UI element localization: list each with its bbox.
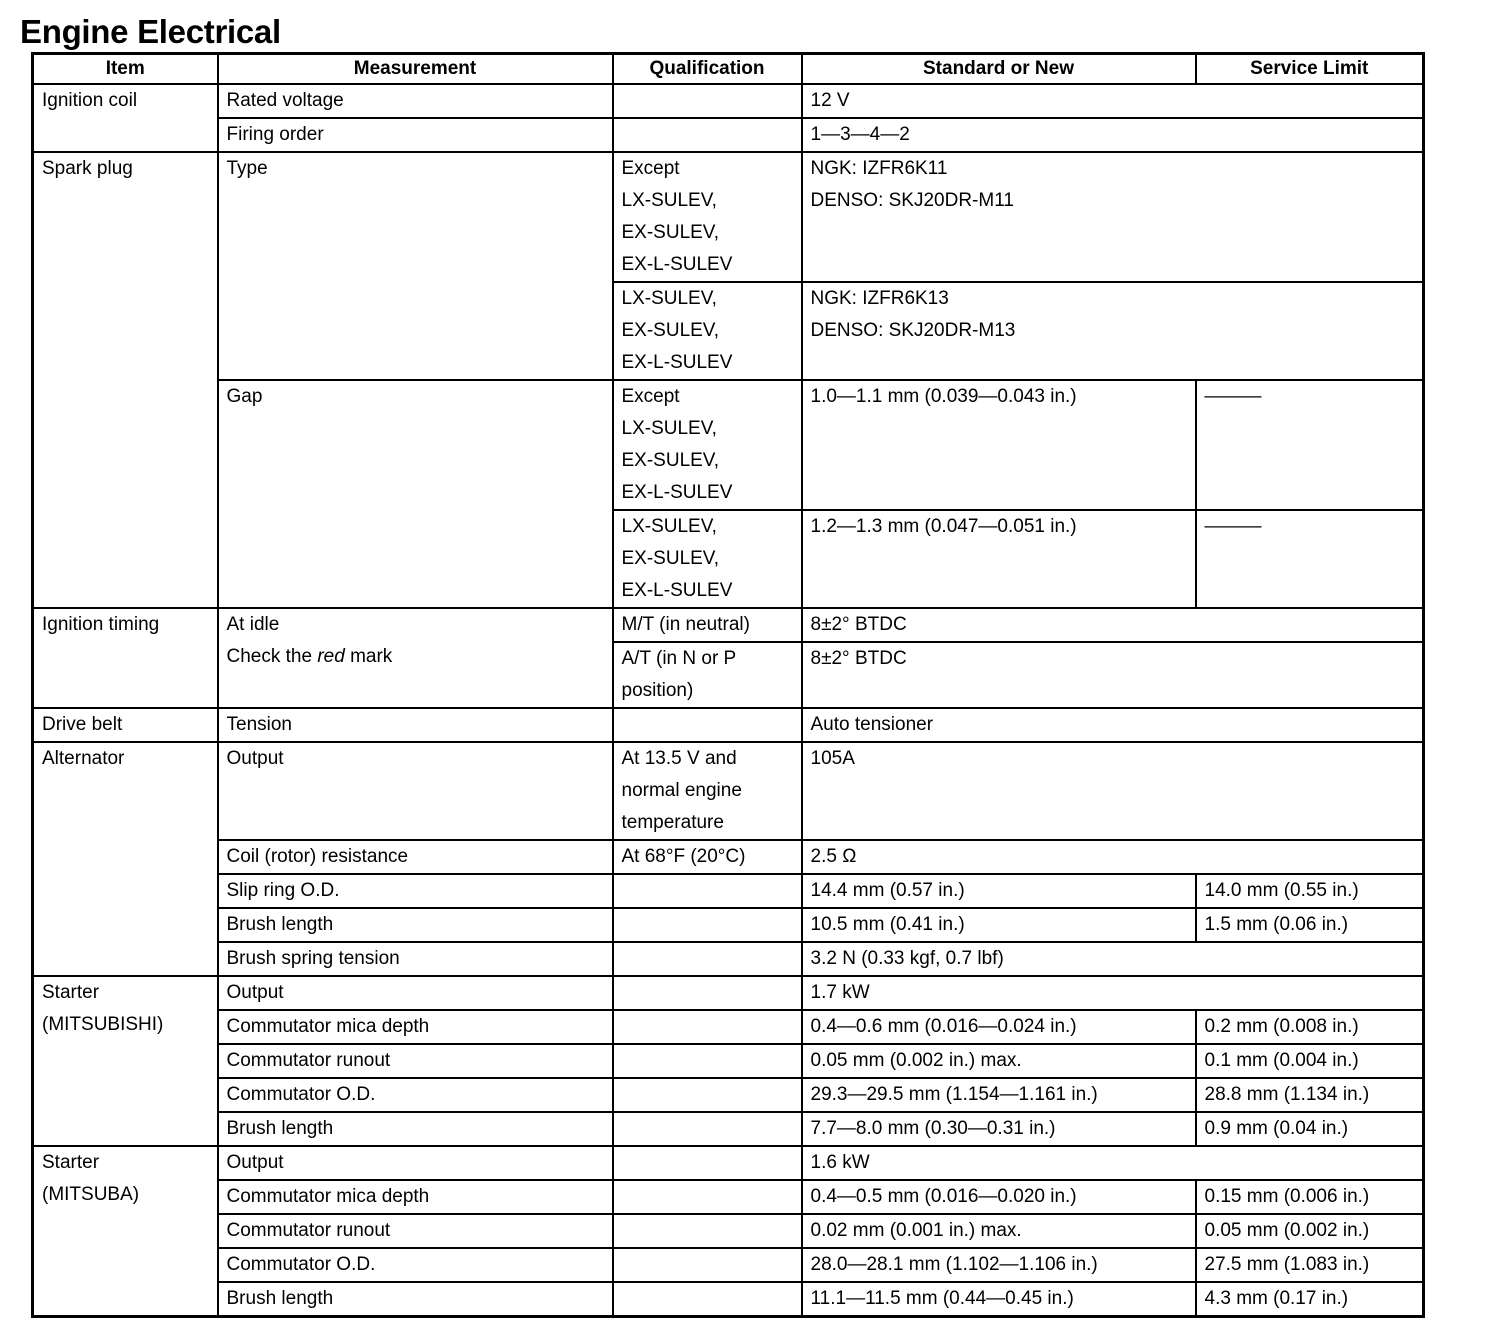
standard-cell: 0.05 mm (0.002 in.) max.	[802, 1044, 1196, 1078]
table-row	[33, 118, 1424, 152]
measurement-text: Check the	[226, 646, 318, 667]
measurement-cell: Brush length	[218, 1282, 613, 1317]
item-cell: Ignition timing	[33, 608, 218, 708]
standard-cell: 29.3—29.5 mm (1.154—1.161 in.)	[802, 1078, 1196, 1112]
table-row	[33, 908, 1424, 942]
table-row	[33, 742, 1424, 840]
measurement-cell: Output	[218, 1146, 613, 1180]
qualification-cell: At 13.5 V and normal engine temperature	[613, 742, 802, 840]
service-limit-cell: 0.2 mm (0.008 in.)	[1196, 1010, 1424, 1044]
qualification-cell: At 68°F (20°C)	[613, 840, 802, 874]
measurement-cell: Output	[218, 976, 613, 1010]
standard-cell: 105A	[802, 742, 1424, 840]
standard-cell: 12 V	[802, 84, 1424, 118]
service-limit-cell: 0.15 mm (0.006 in.)	[1196, 1180, 1424, 1214]
qualification-cell	[613, 708, 802, 742]
table-row	[33, 1146, 1424, 1180]
qualification-cell: LX-SULEV, EX-SULEV, EX-L-SULEV	[613, 510, 802, 608]
qualification-cell: A/T (in N or P position)	[613, 642, 802, 708]
measurement-cell: Brush length	[218, 908, 613, 942]
measurement-emphasis: red	[317, 646, 345, 667]
header-service-limit: Service Limit	[1196, 54, 1424, 85]
service-limit-cell: 0.9 mm (0.04 in.)	[1196, 1112, 1424, 1146]
standard-cell: 1.2—1.3 mm (0.047—0.051 in.)	[802, 510, 1196, 608]
service-limit-cell: 28.8 mm (1.134 in.)	[1196, 1078, 1424, 1112]
measurement-cell: Commutator mica depth	[218, 1010, 613, 1044]
table-row	[33, 840, 1424, 874]
header-measurement: Measurement	[218, 54, 613, 85]
table-row	[33, 84, 1424, 118]
standard-cell: 0.4—0.6 mm (0.016—0.024 in.)	[802, 1010, 1196, 1044]
measurement-cell: Commutator runout	[218, 1044, 613, 1078]
standard-cell: NGK: IZFR6K11 DENSO: SKJ20DR-M11	[802, 152, 1424, 282]
table-row	[33, 1044, 1424, 1078]
measurement-cell	[218, 608, 613, 708]
standard-cell: 8±2° BTDC	[802, 642, 1424, 708]
qualification-cell: LX-SULEV, EX-SULEV, EX-L-SULEV	[613, 282, 802, 380]
qualification-cell: Except LX-SULEV, EX-SULEV, EX-L-SULEV	[613, 380, 802, 510]
header-qualification: Qualification	[613, 54, 802, 85]
service-limit-cell: ———	[1196, 510, 1424, 608]
qualification-cell: M/T (in neutral)	[613, 608, 802, 642]
measurement-cell: Tension	[218, 708, 613, 742]
measurement-cell: Output	[218, 742, 613, 840]
standard-cell: NGK: IZFR6K13 DENSO: SKJ20DR-M13	[802, 282, 1424, 380]
measurement-cell: Commutator mica depth	[218, 1180, 613, 1214]
qualification-cell	[613, 1078, 802, 1112]
qualification-cell	[613, 942, 802, 976]
header-standard: Standard or New	[802, 54, 1196, 85]
measurement-cell: Brush spring tension	[218, 942, 613, 976]
table-row	[33, 942, 1424, 976]
table-row	[33, 1248, 1424, 1282]
standard-cell: 11.1—11.5 mm (0.44—0.45 in.)	[802, 1282, 1196, 1317]
standard-cell: 1.7 kW	[802, 976, 1424, 1010]
qualification-cell	[613, 1282, 802, 1317]
measurement-cell: Type	[218, 152, 613, 380]
table-row	[33, 1214, 1424, 1248]
page-title: Engine Electrical	[20, 13, 281, 50]
qualification-cell	[613, 908, 802, 942]
table-row	[33, 708, 1424, 742]
measurement-cell: Commutator runout	[218, 1214, 613, 1248]
table-row	[33, 874, 1424, 908]
standard-cell: 1.6 kW	[802, 1146, 1424, 1180]
standard-cell: 2.5 Ω	[802, 840, 1424, 874]
standard-cell: 1.0—1.1 mm (0.039—0.043 in.)	[802, 380, 1196, 510]
qualification-cell	[613, 1214, 802, 1248]
measurement-text: mark	[344, 646, 393, 667]
qualification-cell	[613, 874, 802, 908]
measurement-cell: Rated voltage	[218, 84, 613, 118]
qualification-cell	[613, 118, 802, 152]
header-item: Item	[33, 54, 218, 85]
standard-cell: Auto tensioner	[802, 708, 1424, 742]
service-limit-cell: 0.05 mm (0.002 in.)	[1196, 1214, 1424, 1248]
standard-cell: 1—3—4—2	[802, 118, 1424, 152]
item-cell: Alternator	[33, 742, 218, 976]
item-cell: Starter (MITSUBISHI)	[33, 976, 218, 1146]
measurement-cell: Firing order	[218, 118, 613, 152]
header-row	[33, 54, 1424, 85]
measurement-line: At idle	[226, 614, 280, 635]
table-row	[33, 152, 1424, 282]
standard-cell: 0.4—0.5 mm (0.016—0.020 in.)	[802, 1180, 1196, 1214]
table-row	[33, 1078, 1424, 1112]
standard-cell: 14.4 mm (0.57 in.)	[802, 874, 1196, 908]
qualification-cell	[613, 976, 802, 1010]
table-row	[33, 1112, 1424, 1146]
table-row	[33, 608, 1424, 642]
qualification-cell: Except LX-SULEV, EX-SULEV, EX-L-SULEV	[613, 152, 802, 282]
qualification-cell	[613, 1044, 802, 1078]
qualification-cell	[613, 1010, 802, 1044]
qualification-cell	[613, 1146, 802, 1180]
standard-cell: 7.7—8.0 mm (0.30—0.31 in.)	[802, 1112, 1196, 1146]
item-cell: Ignition coil	[33, 84, 218, 152]
item-cell: Spark plug	[33, 152, 218, 608]
qualification-cell	[613, 84, 802, 118]
qualification-cell	[613, 1248, 802, 1282]
item-cell: Drive belt	[33, 708, 218, 742]
measurement-cell: Commutator O.D.	[218, 1248, 613, 1282]
service-limit-cell: 4.3 mm (0.17 in.)	[1196, 1282, 1424, 1317]
service-limit-cell: 14.0 mm (0.55 in.)	[1196, 874, 1424, 908]
standard-cell: 3.2 N (0.33 kgf, 0.7 lbf)	[802, 942, 1424, 976]
measurement-cell: Coil (rotor) resistance	[218, 840, 613, 874]
measurement-line	[227, 641, 604, 673]
standard-cell: 28.0—28.1 mm (1.102—1.106 in.)	[802, 1248, 1196, 1282]
table-row	[33, 380, 1424, 510]
qualification-cell	[613, 1180, 802, 1214]
table-row	[33, 1180, 1424, 1214]
qualification-cell	[613, 1112, 802, 1146]
standard-cell: 8±2° BTDC	[802, 608, 1424, 642]
standard-cell: 10.5 mm (0.41 in.)	[802, 908, 1196, 942]
standard-cell: 0.02 mm (0.001 in.) max.	[802, 1214, 1196, 1248]
service-limit-cell: ———	[1196, 380, 1424, 510]
service-limit-cell: 1.5 mm (0.06 in.)	[1196, 908, 1424, 942]
service-limit-cell: 0.1 mm (0.004 in.)	[1196, 1044, 1424, 1078]
service-limit-cell: 27.5 mm (1.083 in.)	[1196, 1248, 1424, 1282]
spec-table	[31, 52, 1425, 1318]
item-cell: Starter (MITSUBA)	[33, 1146, 218, 1317]
measurement-cell: Gap	[218, 380, 613, 608]
table-row	[33, 976, 1424, 1010]
table-row	[33, 1282, 1424, 1317]
measurement-cell: Brush length	[218, 1112, 613, 1146]
measurement-cell: Slip ring O.D.	[218, 874, 613, 908]
table-row	[33, 1010, 1424, 1044]
measurement-cell: Commutator O.D.	[218, 1078, 613, 1112]
